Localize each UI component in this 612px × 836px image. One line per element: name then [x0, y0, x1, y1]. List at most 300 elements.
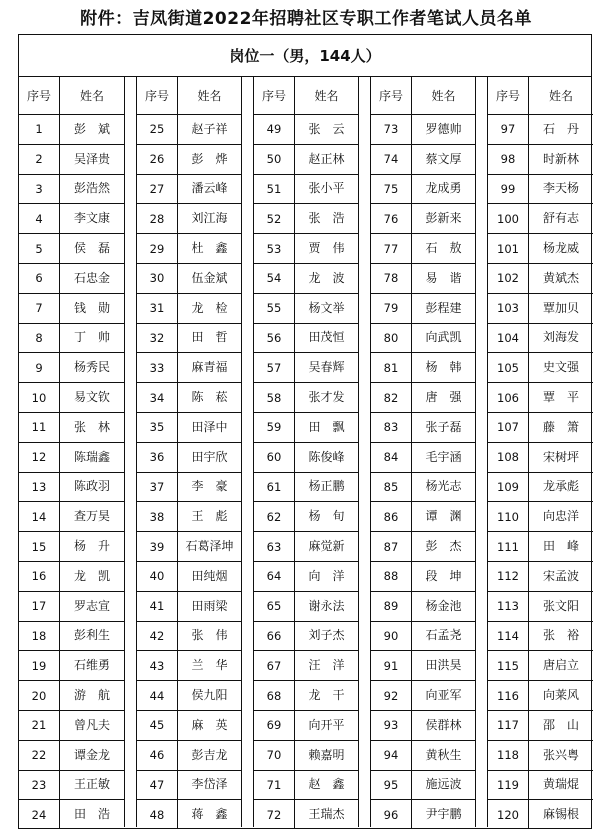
- row-number: 3: [19, 174, 60, 204]
- table-row: [254, 144, 358, 174]
- row-number: 15: [19, 532, 60, 562]
- row-name: 毛宇涵: [412, 442, 476, 472]
- row-number: 29: [137, 234, 178, 264]
- row-name: 尹宇鹏: [425, 807, 462, 822]
- row-name: 田 峰: [529, 532, 594, 562]
- row-number: 52: [254, 204, 295, 234]
- row-name: 汪 洋: [295, 651, 359, 681]
- row-number: 87: [371, 532, 412, 562]
- table-row: [371, 115, 475, 145]
- table-row: [19, 681, 124, 711]
- row-number: 10: [19, 383, 60, 413]
- row-name: 邵 山: [529, 710, 594, 740]
- roster-column-2: [136, 77, 242, 827]
- row-number: 91: [371, 651, 412, 681]
- row-number: 65: [254, 591, 295, 621]
- row-name: 田 哲: [178, 323, 242, 353]
- table-row: [488, 263, 593, 293]
- row-number: 36: [137, 442, 178, 472]
- row-number: 75: [371, 174, 412, 204]
- header-row: [371, 77, 475, 115]
- row-name: 刘江海: [178, 204, 242, 234]
- header-name: 姓名: [295, 77, 359, 115]
- row-number: 97: [488, 115, 529, 145]
- row-name: 侯九阳: [178, 681, 242, 711]
- row-number: 37: [137, 472, 178, 502]
- row-number: 109: [488, 472, 529, 502]
- row-number: 99: [488, 174, 529, 204]
- table-row: [137, 710, 241, 740]
- row-name: 石葛泽坤: [178, 532, 242, 562]
- row-number: 112: [488, 561, 529, 591]
- table-row: [19, 472, 124, 502]
- row-name: 施远波: [412, 770, 476, 800]
- row-number: 33: [137, 353, 178, 383]
- table-row: [19, 263, 124, 293]
- table-row: [137, 472, 241, 502]
- table-row: [371, 561, 475, 591]
- table-row: [19, 115, 124, 145]
- row-name: 龙 凯: [60, 561, 125, 591]
- row-number: 80: [371, 323, 412, 353]
- table-row: [371, 621, 475, 651]
- row-number: 61: [254, 472, 295, 502]
- table-row: [254, 591, 358, 621]
- row-name: 彭吉龙: [178, 740, 242, 770]
- row-name: 张文阳: [529, 591, 594, 621]
- table-row: [371, 770, 475, 800]
- table-row: [488, 412, 593, 442]
- row-name: 刘海发: [529, 323, 594, 353]
- row-name: 谭金龙: [60, 740, 125, 770]
- row-number: 20: [19, 681, 60, 711]
- table-row: [137, 591, 241, 621]
- row-number: 98: [488, 144, 529, 174]
- table-row: [137, 561, 241, 591]
- table-row: [254, 442, 358, 472]
- row-number: 9: [19, 353, 60, 383]
- row-number: 56: [254, 323, 295, 353]
- row-number: 38: [137, 502, 178, 532]
- table-row: [137, 263, 241, 293]
- table-row: [371, 412, 475, 442]
- row-number: 116: [488, 681, 529, 711]
- row-name: 游 航: [60, 681, 125, 711]
- row-name: 张 裕: [529, 621, 594, 651]
- row-number: 42: [137, 621, 178, 651]
- row-name: 张子磊: [412, 412, 476, 442]
- row-name: 杨秀民: [60, 353, 125, 383]
- table-row: [137, 681, 241, 711]
- table-row: [371, 800, 475, 829]
- table-row: [19, 412, 124, 442]
- row-name: 向忠洋: [529, 502, 594, 532]
- table-row: [488, 323, 593, 353]
- row-number: 101: [488, 234, 529, 264]
- table-row: [254, 353, 358, 383]
- table-row: [488, 710, 593, 740]
- header-name: 姓名: [412, 77, 476, 115]
- roster-column-1: [19, 77, 125, 827]
- row-number: 115: [488, 651, 529, 681]
- table-row: [371, 651, 475, 681]
- row-name: 罗德帅: [412, 115, 476, 145]
- table-row: [137, 383, 241, 413]
- header-number: 序号: [19, 77, 60, 115]
- table-row: [19, 293, 124, 323]
- row-number: 28: [137, 204, 178, 234]
- row-number: 4: [19, 204, 60, 234]
- table-row: [19, 740, 124, 770]
- row-number: 27: [137, 174, 178, 204]
- row-number: 25: [137, 115, 178, 145]
- row-name: 彭程建: [412, 293, 476, 323]
- table-row: [137, 740, 241, 770]
- table-row: [254, 115, 358, 145]
- row-number: 8: [19, 323, 60, 353]
- row-name: 向武凯: [412, 323, 476, 353]
- row-number: 44: [137, 681, 178, 711]
- row-name: 时新林: [529, 144, 594, 174]
- row-number: 118: [488, 740, 529, 770]
- row-name: 彭 斌: [60, 115, 125, 145]
- table-row: [371, 442, 475, 472]
- row-name: 段 坤: [412, 561, 476, 591]
- row-name: 舒有志: [529, 204, 594, 234]
- row-name: 李天杨: [529, 174, 594, 204]
- row-number: 34: [137, 383, 178, 413]
- table-row: [371, 681, 475, 711]
- row-name: 彭 杰: [412, 532, 476, 562]
- row-name: 张 伟: [178, 621, 242, 651]
- row-name: 黄瑞焜: [529, 770, 594, 800]
- table-row: [254, 532, 358, 562]
- row-name: 杨金池: [412, 591, 476, 621]
- row-number: 46: [137, 740, 178, 770]
- row-name: 藤 箫: [529, 412, 594, 442]
- table-row: [137, 115, 241, 145]
- row-name: 唐 强: [412, 383, 476, 413]
- row-number: 66: [254, 621, 295, 651]
- table-row: [137, 800, 241, 829]
- row-number: 22: [19, 740, 60, 770]
- row-number: 5: [19, 234, 60, 264]
- row-name: 杜 鑫: [178, 234, 242, 264]
- row-name: 张兴粤: [529, 740, 594, 770]
- table-row: [137, 234, 241, 264]
- row-name: 杨龙威: [529, 234, 594, 264]
- table-row: [254, 174, 358, 204]
- row-number: 57: [254, 353, 295, 383]
- row-name: 龙成勇: [412, 174, 476, 204]
- row-name: 张 浩: [295, 204, 359, 234]
- row-number: 12: [19, 442, 60, 472]
- row-name: 谭 渊: [412, 502, 476, 532]
- table-row: [488, 144, 593, 174]
- row-name: 田洪昊: [412, 651, 476, 681]
- table-row: [371, 174, 475, 204]
- row-number: 113: [488, 591, 529, 621]
- row-number: 74: [371, 144, 412, 174]
- table-row: [137, 651, 241, 681]
- header-row: [137, 77, 241, 115]
- row-number: 92: [371, 681, 412, 711]
- row-number: 81: [371, 353, 412, 383]
- row-number: 102: [488, 263, 529, 293]
- row-name: 彭浩然: [60, 174, 125, 204]
- row-number: 95: [371, 770, 412, 800]
- row-name: 侯群林: [412, 710, 476, 740]
- table-row: [371, 144, 475, 174]
- row-name: 蒋 鑫: [191, 807, 228, 822]
- row-name: 刘子杰: [295, 621, 359, 651]
- table-row: [137, 532, 241, 562]
- header-number: 序号: [488, 77, 529, 115]
- table-row: [488, 472, 593, 502]
- table-row: [371, 353, 475, 383]
- table-row: [254, 621, 358, 651]
- row-name: 贾 伟: [295, 234, 359, 264]
- row-number: 120: [488, 800, 529, 829]
- table-row: [254, 561, 358, 591]
- row-number: 77: [371, 234, 412, 264]
- row-name: 曾凡夫: [60, 710, 125, 740]
- table-row: [488, 681, 593, 711]
- row-name: 王 彪: [178, 502, 242, 532]
- row-name: 潘云峰: [178, 174, 242, 204]
- table-row: [137, 293, 241, 323]
- row-name: 龙 检: [178, 293, 242, 323]
- row-number: 67: [254, 651, 295, 681]
- table-row: [371, 502, 475, 532]
- row-number: 60: [254, 442, 295, 472]
- row-name: 陈 菘: [178, 383, 242, 413]
- row-number: 1: [19, 115, 60, 145]
- table-row: [254, 502, 358, 532]
- table-row: [137, 502, 241, 532]
- row-number: 94: [371, 740, 412, 770]
- row-number: 13: [19, 472, 60, 502]
- row-number: 16: [19, 561, 60, 591]
- row-name: 石忠金: [60, 263, 125, 293]
- roster-column-3: [253, 77, 359, 827]
- row-name: 易文钦: [60, 383, 125, 413]
- table-row: [19, 651, 124, 681]
- table-row: [137, 353, 241, 383]
- table-row: [254, 710, 358, 740]
- row-name: 向开平: [295, 710, 359, 740]
- row-number: 72: [254, 800, 295, 829]
- row-number: 68: [254, 681, 295, 711]
- row-name: 易 谐: [412, 263, 476, 293]
- row-name: 龙 干: [295, 681, 359, 711]
- table-row: [254, 234, 358, 264]
- table-row: [371, 323, 475, 353]
- table-row: [254, 293, 358, 323]
- row-name: 覃 平: [529, 383, 594, 413]
- row-number: 30: [137, 263, 178, 293]
- header-number: 序号: [137, 77, 178, 115]
- table-row: [254, 681, 358, 711]
- table-row: [19, 591, 124, 621]
- table-row: [488, 770, 593, 800]
- row-number: 100: [488, 204, 529, 234]
- row-name: 侯 磊: [60, 234, 125, 264]
- table-row: [19, 174, 124, 204]
- header-number: 序号: [254, 77, 295, 115]
- row-number: 14: [19, 502, 60, 532]
- table-row: [254, 383, 358, 413]
- table-row: [137, 174, 241, 204]
- row-name: 宋孟波: [529, 561, 594, 591]
- table-row: [19, 561, 124, 591]
- row-name: 谢永法: [295, 591, 359, 621]
- row-number: 84: [371, 442, 412, 472]
- row-name: 陈俊峰: [295, 442, 359, 472]
- table-row: [19, 502, 124, 532]
- row-number: 88: [371, 561, 412, 591]
- table-row: [488, 115, 593, 145]
- row-number: 47: [137, 770, 178, 800]
- table-row: [371, 204, 475, 234]
- row-number: 73: [371, 115, 412, 145]
- row-number: 11: [19, 412, 60, 442]
- row-name: 赵 鑫: [295, 770, 359, 800]
- row-name: 麻锡根: [542, 807, 579, 822]
- row-number: 103: [488, 293, 529, 323]
- row-number: 26: [137, 144, 178, 174]
- table-row: [19, 383, 124, 413]
- row-name: 向莱风: [529, 681, 594, 711]
- table-row: [488, 740, 593, 770]
- row-name: 张 林: [60, 412, 125, 442]
- table-row: [19, 144, 124, 174]
- table-row: [254, 472, 358, 502]
- row-name: 黄秋生: [412, 740, 476, 770]
- row-name: 杨 旬: [295, 502, 359, 532]
- row-number: 86: [371, 502, 412, 532]
- table-row: [137, 442, 241, 472]
- table-row: [371, 383, 475, 413]
- row-number: 31: [137, 293, 178, 323]
- table-row: [488, 502, 593, 532]
- row-name: 麻 英: [178, 710, 242, 740]
- row-name: 王正敏: [60, 770, 125, 800]
- table-row: [254, 770, 358, 800]
- row-name: 田 浩: [73, 807, 110, 822]
- row-name: 赵正林: [295, 144, 359, 174]
- row-name: 田 飘: [295, 412, 359, 442]
- row-name: 杨光志: [412, 472, 476, 502]
- row-number: 93: [371, 710, 412, 740]
- row-name: 覃加贝: [529, 293, 594, 323]
- row-name: 张 云: [295, 115, 359, 145]
- row-number: 63: [254, 532, 295, 562]
- roster-column-table: [371, 77, 475, 829]
- row-name: 吴泽贵: [60, 144, 125, 174]
- row-name: 麻青福: [178, 353, 242, 383]
- row-name: 黄斌杰: [529, 263, 594, 293]
- row-name: 麻觉新: [295, 532, 359, 562]
- row-name: 宋树坪: [529, 442, 594, 472]
- row-name: 杨 韩: [412, 353, 476, 383]
- row-name: 李岱泽: [178, 770, 242, 800]
- row-name: 查万昊: [60, 502, 125, 532]
- row-name: 彭 烨: [178, 144, 242, 174]
- row-number: 89: [371, 591, 412, 621]
- table-row: [371, 263, 475, 293]
- table-row: [137, 323, 241, 353]
- row-number: 110: [488, 502, 529, 532]
- row-number: 85: [371, 472, 412, 502]
- table-row: [254, 204, 358, 234]
- row-number: 79: [371, 293, 412, 323]
- table-row: [488, 800, 593, 829]
- row-name: 钱 勋: [60, 293, 125, 323]
- table-row: [488, 591, 593, 621]
- roster-column-5: [487, 77, 593, 827]
- row-name: 杨 升: [60, 532, 125, 562]
- row-number: 111: [488, 532, 529, 562]
- table-row: [488, 561, 593, 591]
- row-number: 53: [254, 234, 295, 264]
- table-row: [254, 740, 358, 770]
- table-row: [19, 204, 124, 234]
- row-number: 71: [254, 770, 295, 800]
- row-name: 石维勇: [60, 651, 125, 681]
- table-row: [19, 770, 124, 800]
- row-name: 向亚军: [412, 681, 476, 711]
- table-row: [137, 770, 241, 800]
- roster-column-table: [488, 77, 593, 829]
- roster-column-table: [254, 77, 358, 829]
- row-number: 105: [488, 353, 529, 383]
- row-number: 69: [254, 710, 295, 740]
- row-number: 58: [254, 383, 295, 413]
- row-number: 119: [488, 770, 529, 800]
- table-row: [19, 323, 124, 353]
- row-name: 石孟尧: [412, 621, 476, 651]
- row-name: 石 敖: [412, 234, 476, 264]
- row-name: 赖嘉明: [295, 740, 359, 770]
- table-row: [19, 353, 124, 383]
- roster-column-table: [137, 77, 241, 829]
- row-number: 82: [371, 383, 412, 413]
- row-name: 王瑞杰: [308, 807, 345, 822]
- row-name: 唐启立: [529, 651, 594, 681]
- row-number: 23: [19, 770, 60, 800]
- row-name: 彭利生: [60, 621, 125, 651]
- table-row: [19, 442, 124, 472]
- row-number: 107: [488, 412, 529, 442]
- table-row: [488, 293, 593, 323]
- row-name: 伍金斌: [178, 263, 242, 293]
- row-name: 田茂恒: [295, 323, 359, 353]
- table-row: [371, 532, 475, 562]
- table-row: [19, 621, 124, 651]
- row-number: 54: [254, 263, 295, 293]
- header-name: 姓名: [178, 77, 242, 115]
- header-name: 姓名: [529, 77, 594, 115]
- row-number: 21: [19, 710, 60, 740]
- row-name: 罗志宣: [60, 591, 125, 621]
- row-name: 龙 波: [295, 263, 359, 293]
- row-number: 55: [254, 293, 295, 323]
- table-row: [19, 234, 124, 264]
- row-number: 7: [19, 293, 60, 323]
- row-number: 41: [137, 591, 178, 621]
- row-number: 6: [19, 263, 60, 293]
